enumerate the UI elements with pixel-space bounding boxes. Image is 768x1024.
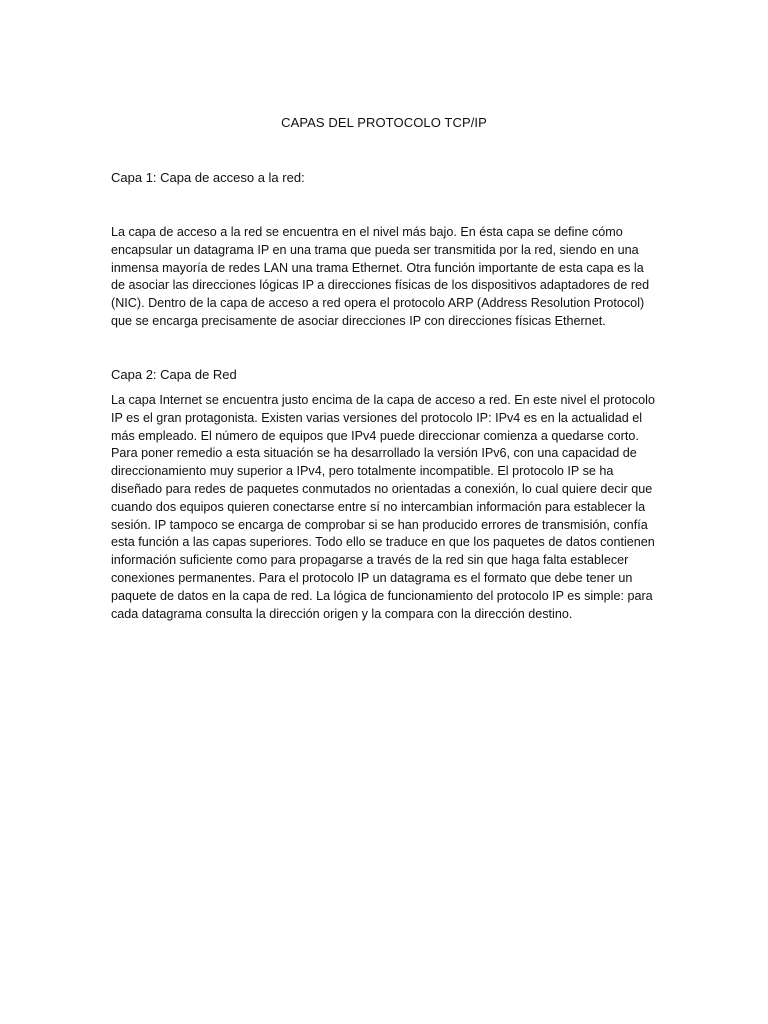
section-body-capa-1: La capa de acceso a la red se encuentra en el nivel más bajo. En ésta capa se define cómo encapsular un datagrama IP en una trama que pueda ser transmitida por la red, siendo en una inmensa mayoría de redes LAN una trama Ethernet. Otra función importante de esta capa es la de asociar las direcciones lógicas IP a direcciones físicas de los dispositivos adaptadores de red (NIC). Dentro de la capa de acceso a red opera el protocolo ARP (Address Resolution Protocol) que se encarga precisamente de asociar direcciones IP con direcciones físicas Ethernet. — [111, 225, 650, 328]
section-heading-capa-2: Capa 2: Capa de Red — [111, 367, 237, 382]
section-heading-capa-1: Capa 1: Capa de acceso a la red: — [111, 170, 305, 185]
section-body-capa-2: La capa Internet se encuentra justo encima de la capa de acceso a red. En este nivel el protocolo IP es el gran protagonista. Existen varias versiones del protocolo IP: IPv4 es en la actualidad el más empleado. El número de equipos que IPv4 puede direccionar comienza a quedarse corto. Para poner remedio a esta situación se ha desarrollado la versión IPv6, con una capacidad de direccionamiento muy superior a IPv4, pero totalmente incompatible. El protocolo IP se ha diseñado para redes de paquetes conmutados no orientadas a conexión, lo cual quiere decir que cuando dos equipos quieren conectarse entre sí no intercambian información para establecer la sesión. IP tampoco se encarga de comprobar si se han producido errores de transmisión, confía esta función a las capas superiores. Todo ello se traduce en que los paquetes de datos contienen información suficiente como para propagarse a través de la red sin que haga falta establecer conexiones permanentes. Para el protocolo IP un datagrama es el formato que debe tener un paquete de datos en la capa de red. La lógica de funcionamiento del protocolo IP es simple: para cada datagrama consulta la dirección origen y la compara con la dirección destino. — [111, 393, 655, 621]
document-title: CAPAS DEL PROTOCOLO TCP/IP — [281, 115, 487, 130]
